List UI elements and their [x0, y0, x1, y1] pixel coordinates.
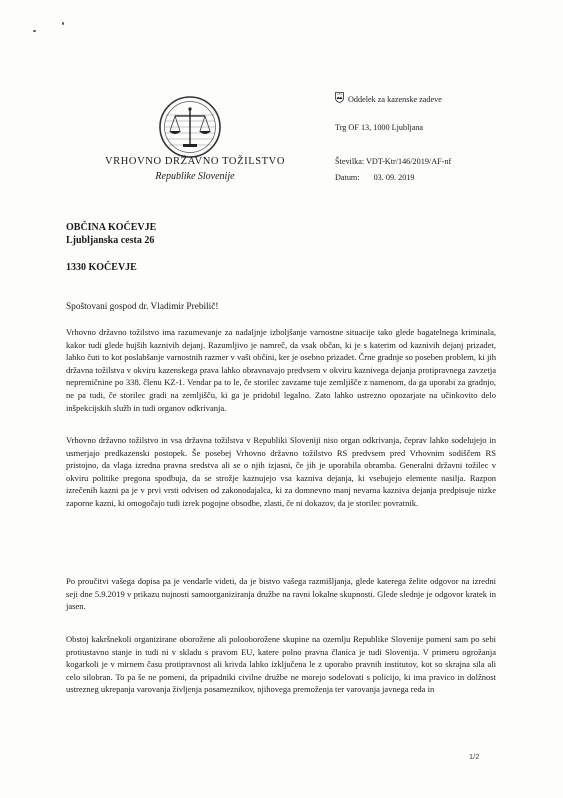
date-label: Datum: — [335, 173, 360, 182]
recipient-street: Ljubljanska cesta 26 — [66, 235, 155, 246]
body-paragraph: Obstoj kakršnekoli organizirane oborožene ali polooborožene skupine na ozemlju Republike Slovenije pomeni sam po sebi protiustavno stanje in tudi ni v skladu s pravom EU, katere polno pravna članica je tudi Slovenija. V primeru ogrožanja kogarkoli je v mirnem času protipravnost ali krivda lahko izključena le z uporabo pravnih institutov, kot so skrajna sila ali celo silobran. To pa še ne pomeni, da pripadniki civilne družbe ne morejo sodelovati s policijo, ki ima pravico in dolžnost ustrezneg ukrepanja varovanja življenja posameznikov, njihovega premoženja ter varovanja javnega reda in — [66, 634, 496, 695]
page-number: 1/2 — [469, 752, 480, 761]
institution-subtitle: Republike Slovenije — [155, 171, 235, 182]
scan-speck — [33, 30, 36, 32]
recipient-postal-city: 1330 KOČEVJE — [66, 262, 137, 273]
reference-number: Številka: VDT-Ktr/146/2019/AF-nf — [335, 157, 452, 166]
recipient-name: OBČINA KOČEVJE — [66, 222, 157, 233]
scales-of-justice-seal-icon — [158, 95, 222, 159]
salutation: Spoštovani gospod dr. Vladimir Prebilič! — [66, 302, 219, 312]
body-paragraph: Vrhovno državno tožilstvo in vsa državna tožilstva v Republiki Sloveniji niso organ odkrivanja, čeprav lahko sodelujejo in usmerjajo predkazenski postopek. Še posebej Vrhovno državno tožilstvo RS predvsem pred Vrhovnim sodiščem RS pristojno, da vlaga izredna pravna sredstva ali se o njih izjasni, če jih je uporabila obramba. Generalni državni tožilec v okviru politike pregona spodbuja, da se strožje kaznujejo vsa kazniva dejanja, ki vsebujejo elemente nasilja. Razpon izrečenih kazni pa je v prvi vrsti odvisen od zakonodajalca, ki za domnevno manj nevarna kazniva dejanja predpisuje nizke zaporne kazni, ki omogočajo tudi izrek pogojne obsodbe, zlasti, če ni dokazov, da je storilec povratnik. — [66, 435, 496, 508]
date-value: 03. 09. 2019 — [373, 173, 415, 182]
sender-address: Trg OF 13, 1000 Ljubljana — [335, 123, 424, 132]
department-name: Oddelek za kazenske zadeve — [348, 95, 442, 104]
scan-speck — [62, 22, 64, 25]
coat-of-arms-icon — [335, 92, 344, 103]
body-paragraph: Vrhovno državno tožilstvo ima razumevanje za nadaljnje izboljšanje varnostne situacije tako glede bagatelnega kriminala, kakor tudi glede hujših kaznivih dejanj. Razumljivo je namreč, da vsak občan, ki je s katerim od kaznivih dejanj prizadet, lahko čuti to kot poslabšanje varnostnih razmer v vaši občini, ker je osebno prizadet. Črne gradnje so poseben problem, ki jih državna tožilstva v okviru kazenskega prava lahko obravnavajo predvsem v okviru kaznivega dejanja protipravnega zavzetja nepremičnine po 338. členu KZ-1. Vendar pa to le, če storilec zavzame tuje zemljišče z namenom, da ga uporabi za gradnjo, ne pa tudi, če storilec gradi na zemljišču, ki ga je pridobil legalno. Zato lahko ustrezno opozarjate na učinkovito delo inšpekcijskih služb in tudi organov odkrivanja. — [66, 327, 496, 413]
document-date — [335, 172, 415, 183]
body-paragraph: Po proučitvi vašega dopisa pa je vendarle videti, da je bistvo vašega razmišljanja, glede katerega želite odgovor na izredni seji dne 5.9.2019 v prikazu nujnosti samoorganiziranja družbe na ravni lokalne skupnosti. Glede slednje je odgovor kratek in jasen. — [66, 576, 496, 612]
institution-name: VRHOVNO DRŽAVNO TOŽILSTVO — [104, 156, 286, 167]
